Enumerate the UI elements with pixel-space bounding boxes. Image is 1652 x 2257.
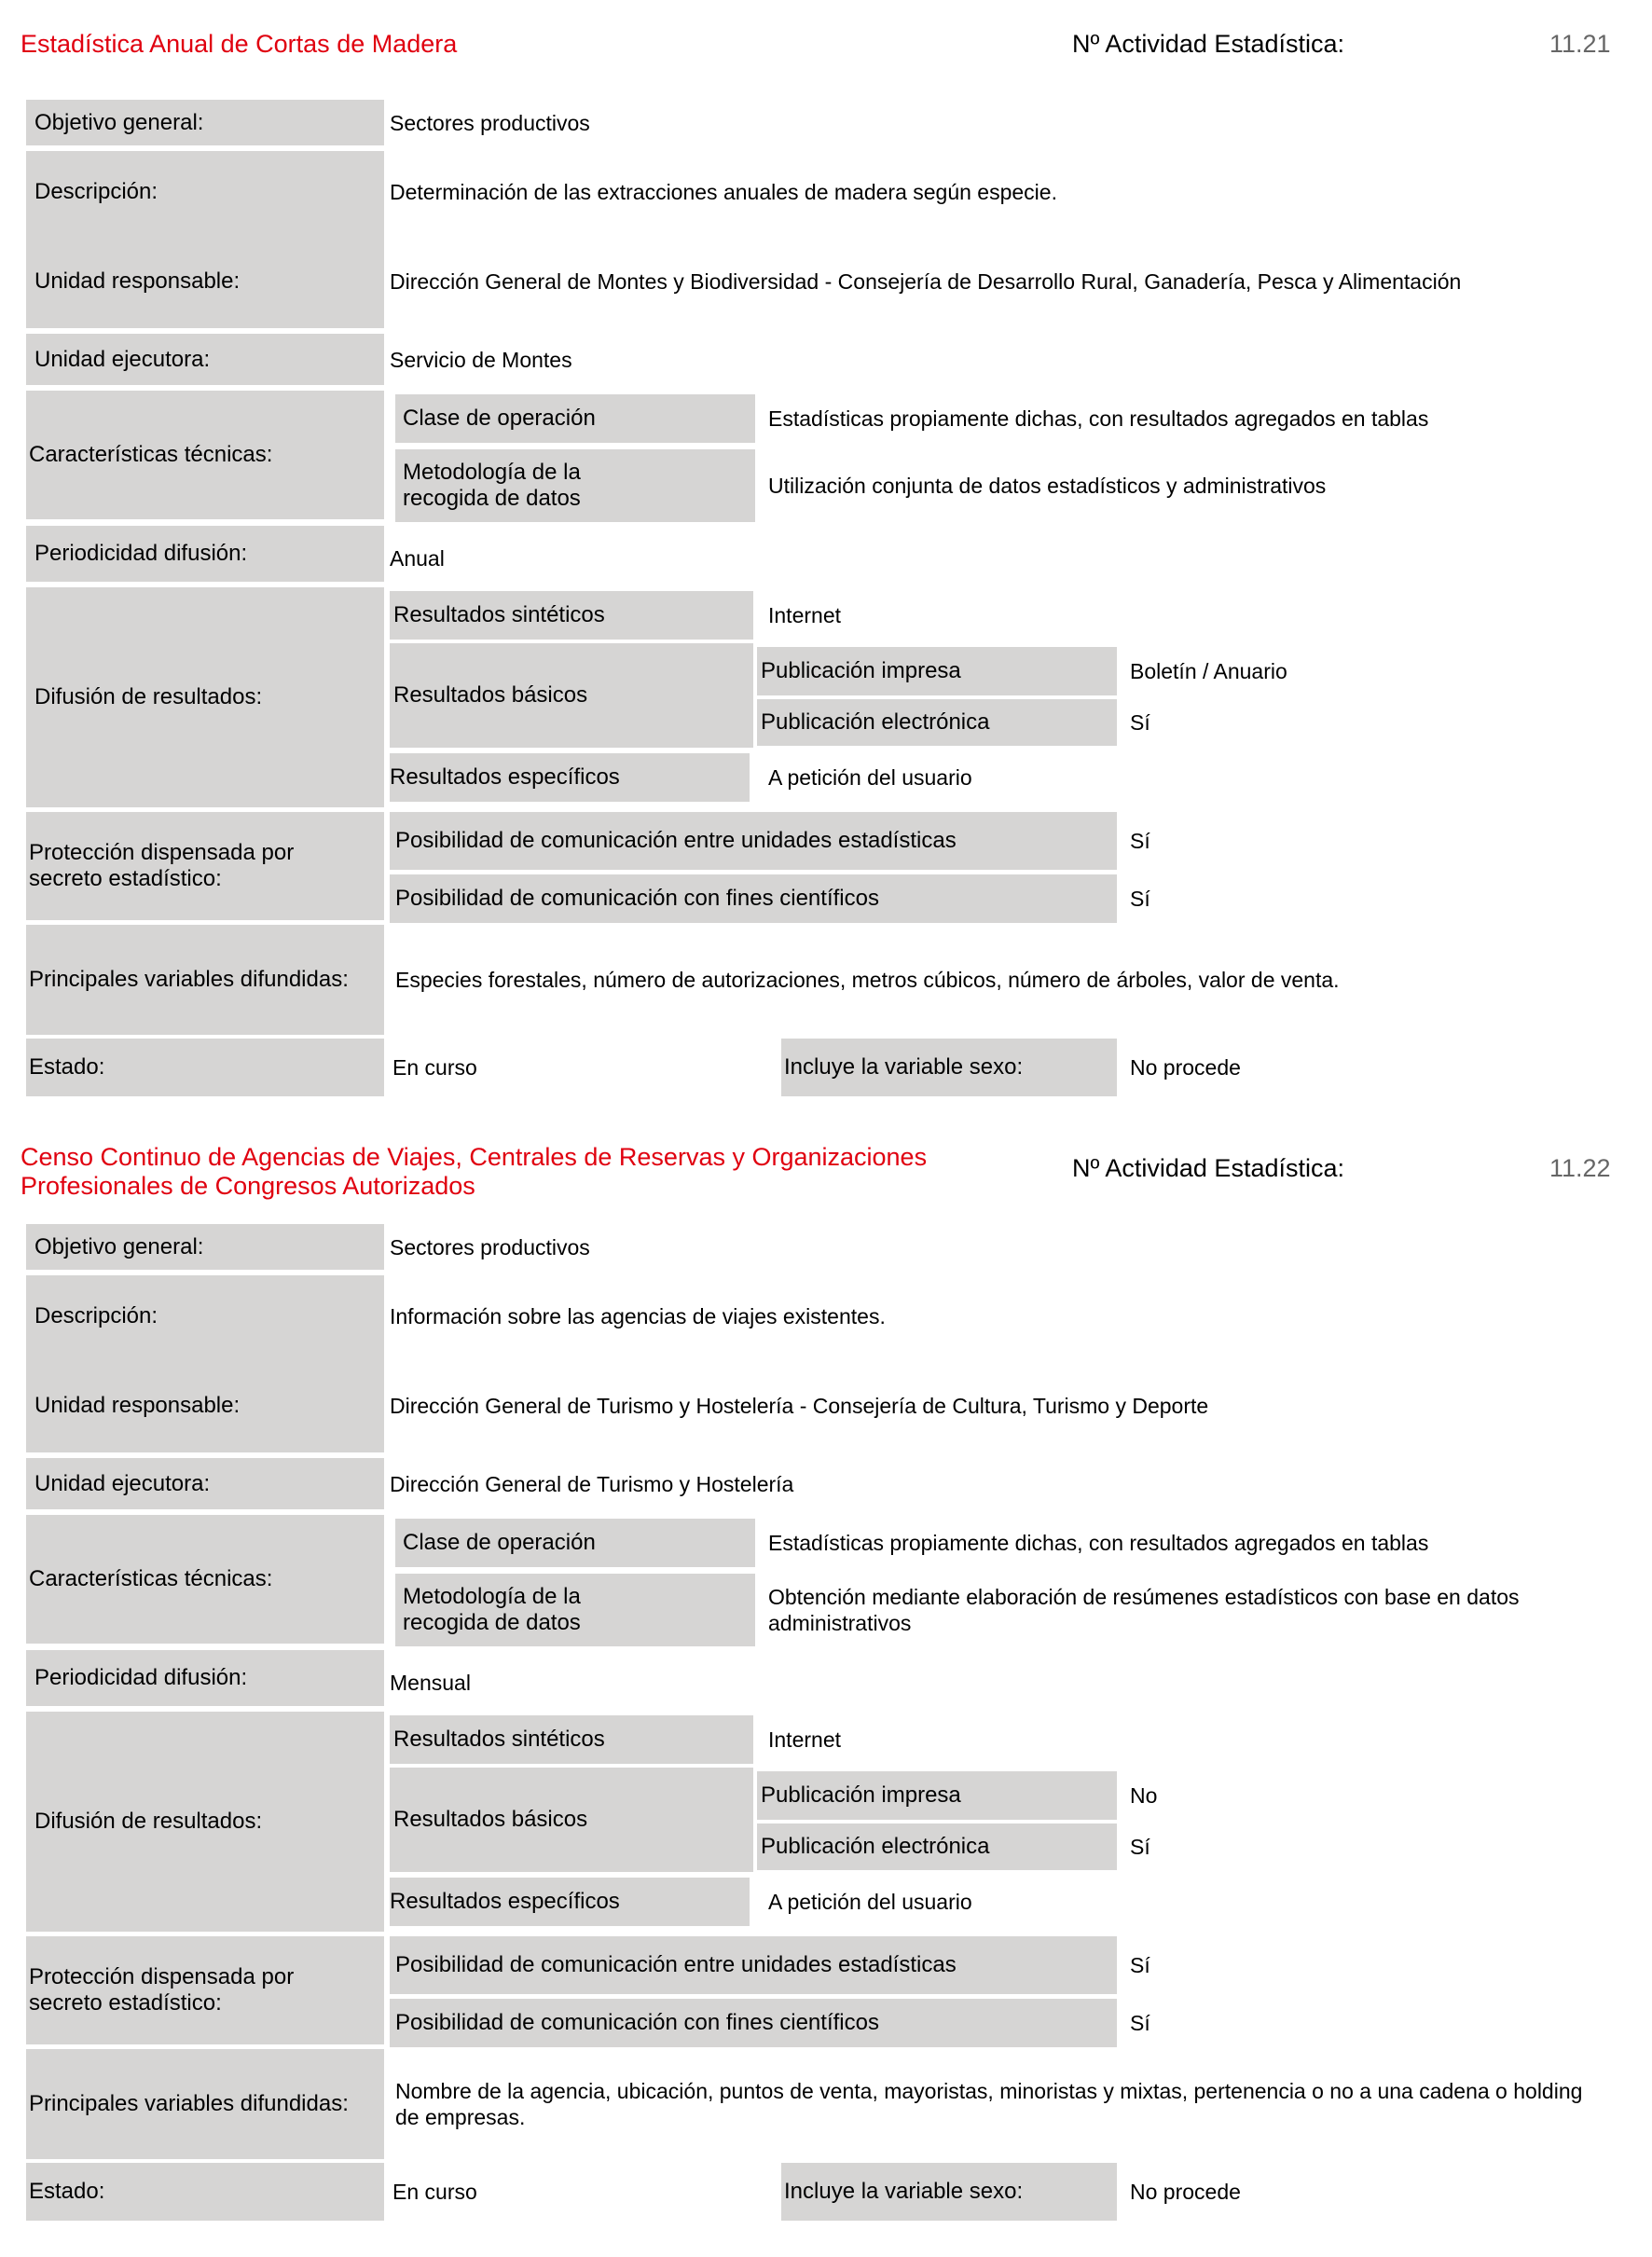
sexo-label: Incluye la variable sexo:: [781, 2163, 1117, 2221]
sexo-value: No procede: [1130, 2180, 1241, 2204]
comunicacion-unidades-value: Sí: [1130, 1953, 1150, 1977]
record-title: Censo Continuo de Agencias de Viajes, Centrales de Reservas y Organizaciones Profesionales de Congresos Autorizados: [21, 1143, 928, 1200]
clase-operacion-label: Clase de operación: [395, 1519, 755, 1567]
comunicacion-cientificos-value: Sí: [1130, 887, 1150, 911]
comunicacion-cientificos-label: Posibilidad de comunicación con fines científicos: [390, 1999, 1117, 2047]
clase-operacion-label: Clase de operación: [395, 394, 755, 443]
electronica-value: Sí: [1130, 710, 1150, 735]
especificos-value: A petición del usuario: [768, 765, 972, 790]
impresa-value: Boletín / Anuario: [1130, 659, 1287, 683]
proteccion-label: [26, 812, 384, 920]
descripcion-label: Descripción:: [34, 179, 158, 204]
clase-operacion-value: Estadísticas propiamente dichas, con resultados agregados en tablas: [768, 406, 1429, 431]
electronica-label: Publicación electrónica: [757, 699, 1117, 746]
variables-value: Nombre de la agencia, ubicación, puntos de venta, mayoristas, minoristas y mixtas, pertenencia o no a una cadena o holding de empresas.: [395, 2079, 1583, 2129]
estado-label: Estado:: [26, 1039, 384, 1096]
activity-number-value: 11.22: [1549, 1154, 1611, 1182]
sinteticos-value: Internet: [768, 603, 841, 627]
metodologia-label: Metodología de la recogida de datos: [395, 1574, 755, 1646]
record-11-22: [0, 1124, 1652, 2257]
unidad-responsable-label: Unidad responsable:: [34, 268, 241, 294]
impresa-label: Publicación impresa: [757, 1771, 1117, 1820]
unidad-ejecutora-value: Dirección General de Turismo y Hostelería: [390, 1471, 794, 1496]
objetivo-value: Sectores productivos: [390, 1234, 590, 1259]
activity-number-label: Nº Actividad Estadística:: [1072, 1154, 1344, 1182]
impresa-value: No: [1130, 1783, 1158, 1808]
comunicacion-cientificos-label: Posibilidad de comunicación con fines científicos: [390, 874, 1117, 923]
sinteticos-value: Internet: [768, 1727, 841, 1752]
unidad-responsable-value: Dirección General de Montes y Biodiversidad - Consejería de Desarrollo Rural, Ganadería, Pesca y Alimentación: [390, 269, 1462, 294]
objetivo-label: Objetivo general:: [26, 1224, 384, 1270]
unidad-responsable-value: Dirección General de Turismo y Hostelería - Consejería de Cultura, Turismo y Deporte: [390, 1394, 1209, 1418]
unidad-ejecutora-value: Servicio de Montes: [390, 347, 572, 372]
especificos-label: Resultados específicos: [390, 753, 750, 802]
clase-operacion-value: Estadísticas propiamente dichas, con resultados agregados en tablas: [768, 1531, 1429, 1555]
impresa-label: Publicación impresa: [757, 647, 1117, 695]
objetivo-label: Objetivo general:: [26, 100, 384, 145]
periodicidad-value: Anual: [390, 546, 445, 571]
comunicacion-unidades-label: Posibilidad de comunicación entre unidades estadísticas: [390, 812, 1117, 870]
proteccion-label: [26, 1936, 384, 2044]
variables-label: Principales variables difundidas:: [26, 2049, 384, 2159]
basicos-label: Resultados básicos: [390, 1768, 753, 1872]
sinteticos-label: Resultados sintéticos: [390, 1715, 753, 1764]
periodicidad-label: Periodicidad difusión:: [26, 526, 384, 582]
unidad-ejecutora-label: Unidad ejecutora:: [26, 334, 384, 385]
descripcion-label: Descripción:: [34, 1303, 158, 1328]
difusion-label: Difusión de resultados:: [26, 1712, 384, 1932]
estado-value: En curso: [392, 1055, 477, 1080]
comunicacion-cientificos-value: Sí: [1130, 2011, 1150, 2035]
difusion-label: Difusión de resultados:: [26, 587, 384, 807]
objetivo-value: Sectores productivos: [390, 110, 590, 135]
metodologia-label: Metodología de la recogida de datos: [395, 449, 755, 522]
proteccion-label-text: Protección dispensada por secreto estadístico:: [29, 840, 295, 891]
unidad-responsable-label: Unidad responsable:: [34, 1393, 241, 1418]
periodicidad-value: Mensual: [390, 1671, 471, 1695]
variables-label: Principales variables difundidas:: [26, 925, 384, 1035]
electronica-label: Publicación electrónica: [757, 1823, 1117, 1870]
activity-number-value: 11.21: [1549, 30, 1611, 58]
especificos-label: Resultados específicos: [390, 1878, 750, 1926]
metodologia-value: Obtención mediante elaboración de resúmenes estadísticos con base en datos administrativos: [768, 1585, 1520, 1635]
sexo-value: No procede: [1130, 1055, 1241, 1080]
basicos-label: Resultados básicos: [390, 643, 753, 748]
sinteticos-label: Resultados sintéticos: [390, 591, 753, 640]
record-title: Estadística Anual de Cortas de Madera: [21, 30, 458, 58]
especificos-value: A petición del usuario: [768, 1890, 972, 1914]
metodologia-value: Utilización conjunta de datos estadísticos y administrativos: [768, 474, 1327, 498]
caracteristicas-label: Características técnicas:: [26, 391, 384, 519]
comunicacion-unidades-value: Sí: [1130, 829, 1150, 853]
sexo-label: Incluye la variable sexo:: [781, 1039, 1117, 1096]
activity-number-label: Nº Actividad Estadística:: [1072, 30, 1344, 58]
electronica-value: Sí: [1130, 1835, 1150, 1859]
estado-label: Estado:: [26, 2163, 384, 2221]
periodicidad-label: Periodicidad difusión:: [26, 1650, 384, 1706]
descripcion-value: Determinación de las extracciones anuales de madera según especie.: [390, 180, 1057, 204]
estado-value: En curso: [392, 2180, 477, 2204]
variables-value: Especies forestales, número de autorizaciones, metros cúbicos, número de árboles, valor de venta.: [395, 968, 1340, 992]
record-11-21: [0, 0, 1652, 1109]
descripcion-value: Información sobre las agencias de viajes existentes.: [390, 1304, 886, 1328]
caracteristicas-label: Características técnicas:: [26, 1515, 384, 1644]
comunicacion-unidades-label: Posibilidad de comunicación entre unidades estadísticas: [390, 1936, 1117, 1994]
proteccion-label-text: Protección dispensada por secreto estadístico:: [29, 1964, 295, 2016]
unidad-ejecutora-label: Unidad ejecutora:: [26, 1458, 384, 1509]
